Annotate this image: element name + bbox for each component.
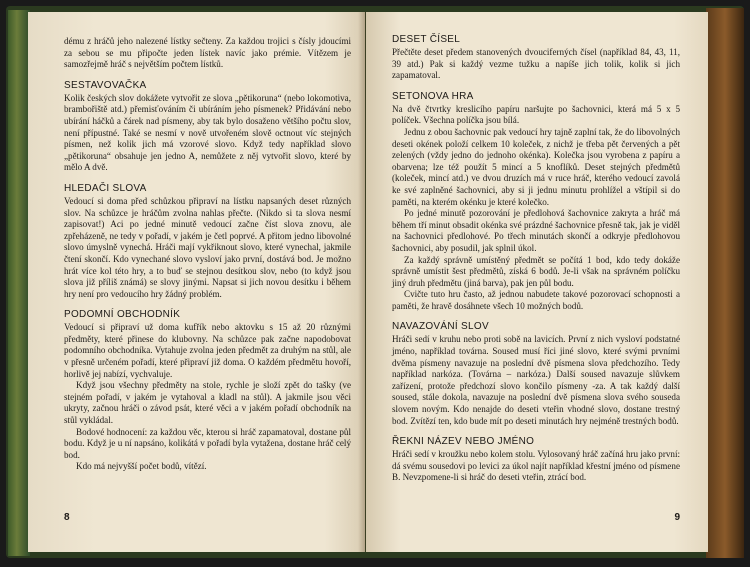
left-page (28, 12, 365, 552)
paragraph: Po jedné minutě pozorování je předlohová šachovnice zakryta a hráč má během tří minut obsadit okénka své prázdné šachovnice přesně tak, jak je viděl na šachovnici předlohové. Po třech minutách skončí a odkryje předlohovou šachovnici, aby posudil, jak splnil úkol. (392, 208, 680, 253)
heading-hledaci-slova: HLEDAČI SLOVA (64, 182, 147, 194)
paragraph: Vedoucí si připraví už doma kufřík nebo aktovku s 15 až 20 různými předměty, které přinese do klubovny. Na schůzce pak začne napodobovat podomního obchodníka. Vytahuje zvolna jeden předmět za druhým na stůl, ale v přesně určeném pořadí, které připraví již doma. O každém předmětu hovoří, horlivě jej nabízí, vychvaluje. (64, 322, 351, 379)
heading-rekni-nazev-nebo-jmeno: ŘEKNI NÁZEV NEBO JMÉNO (392, 436, 535, 448)
page-number: 9 (674, 512, 680, 524)
paragraph: Na dvě čtvrtky kreslicího papíru naršujte po šachovnici, která má 5 x 5 políček. Všechna políčka jsou bílá. (392, 103, 680, 126)
heading-deset-cisel: DESET ČÍSEL (392, 34, 461, 45)
paragraph: Za každý správně umístěný předmět se počítá 1 bod, kdo tedy dokáže správně umístit šest předmětů, získá 6 bodů. Je-li však na správném políčku jiný druh předmětu (jiná barva), pak jen půl bodu. (392, 254, 680, 288)
paragraph: Hráči sedí v kruhu nebo proti sobě na lavicích. První z nich vysloví podstatné jméno, například továrna. Soused musí říci jiné slovo, které svými prvními dvěma písmeny navazuje na poslední dvě písmena slova předchozího. Tedy například narkóza. (Továrna – narkóza.) Další soused navazuje slůvkem zařízení, protože předchozí slovo končilo písmeny -za. A tak každý další soused, stále dokola, navazuje na poslední dvě písmena slova svého souseda slovem novým. Kdo nenajde do deseti vteřin vhodné slovo, dostane trestný bod. Zvítězí ten, kdo bude mít po deseti minutách hry nejméně trestných bodů. (392, 334, 680, 426)
paragraph: Bodové hodnocení: za každou věc, kterou si hráč zapamatoval, dostane půl bodu. Když je u ní napsáno, kolikátá v pořadí byla vytažena, dostane hráč celý bod. (64, 426, 351, 460)
paragraph: Jednu z obou šachovnic pak vedoucí hry tajně zaplní tak, že do libovolných deseti okének položí celkem 10 koleček, z nichž je třeba pět červených a pět zelených (vždy jedno do jednoho okénka). Kolečka jsou vyrobena z papíru a obarvena; lze též použít 5 mincí a 5 knoflíků. Deset stejných předmětů (koleček, mincí atd.) ve dvou druzích má v ruce hráč, kterého vedoucí zavolá ke své zaplněné šachovnici, aby si ji jednu minutu prohlížel a vštípil si do paměti, na kterém okénku je které kolečko. (392, 126, 680, 207)
paragraph: Kolik českých slov dokážete vytvořit ze slova „pětikoruna“ (nebo lokomotiva, brambořiště atd.) přemisťováním či ubíráním jeho písmenek? Přidávání nebo ubírání háčků a čárek nad písmeny, aby tak bylo dosaženo většího počtu slov, není přípustné. Také se nesmí v nově utvořeném slově octnout víc stejných písmen, než kolik jich má vzorové slovo. Když tedy například slovo „pětikoruna“ obsahuje jen jedno A, nemůžete z něj vytvořit slovo, které by mělo A dvě. (64, 92, 351, 173)
page-number: 8 (64, 512, 70, 524)
paragraph: Hráči sedí v kroužku nebo kolem stolu. Vylosovaný hráč začíná hru jako první: dá svému sousedovi po levici za úkol najít například křestní jméno od písmene B. Nevzpomene-li si hráč do deseti vteřin, ztrácí bod. (392, 449, 680, 483)
paragraph: Vedoucí si doma před schůzkou připraví na lístku napsaných deset různých slov. Na schůzce je hráčům zvolna nahlas přečte. (Nikdo si ta slova nesmí zapisovat!) Aci po jedné minutě vedoucí začne číst slova znovu, ale zpřeházeně, ne tedy v pořadí, v jakém je četl poprvé. A přitom jedno libovolné slovo úmyslně vynechá. Hráči mají vykřiknout slovo, které vynechal, jakmile čtení skončí. Kdo vynechané slovo vysloví jako první, dostává bod. Je možno hrát více kol této hry, a to buď se stejnou desítkou slov, nebo (to když jsou slova již příliš známá) se slovy jinými. Napsat si jich novou desítku i během hry není pro vedoucího hry žádný problém. (64, 195, 351, 299)
paragraph: Když jsou všechny předměty na stole, rychle je složí zpět do tašky (ve stejném pořadí, v jakém je vytahoval a kladl na stůl). A jakmile jsou věci ukryty, začnou hráči o závod psát, které věci a v jakém pořadí obchodník na stůl vykládal. (64, 380, 351, 426)
paragraph: Kdo má nejvyšší počet bodů, vítězí. (76, 461, 207, 472)
book-edge-left (8, 10, 30, 556)
heading-sestavovacka: SESTAVOVAČKA (64, 79, 147, 91)
heading-podomni-obchodnik: PODOMNÍ OBCHODNÍK (64, 309, 181, 321)
heading-navazovani-slov: NAVAZOVÁNÍ SLOV (392, 321, 489, 333)
left-intro: dému z hráčů jeho nalezené lístky sečteny. Za každou trojici s čísly jdoucími za sebou se mu připočte jeden lístek navíc jako prémie. Vítězem je samozřejmě hráč s největším počtem lístků. (64, 36, 351, 70)
heading-setonova-hra: SETONOVA HRA (392, 90, 474, 102)
paragraph: Cvičte tuto hru často, až jednou nabudete takové pozorovací schopnosti a paměti, že hravě dosáhnete všech 10 možných bodů. (392, 289, 680, 311)
right-page (366, 12, 708, 552)
paragraph: Přečtěte deset předem stanovených dvouciferných čísel (například 84, 43, 11, 39 atd.) Pak si každý vezme tužku a napíše jich tolik, kolik si jich zapamatoval. (392, 47, 680, 81)
book-edge-right (706, 8, 744, 558)
